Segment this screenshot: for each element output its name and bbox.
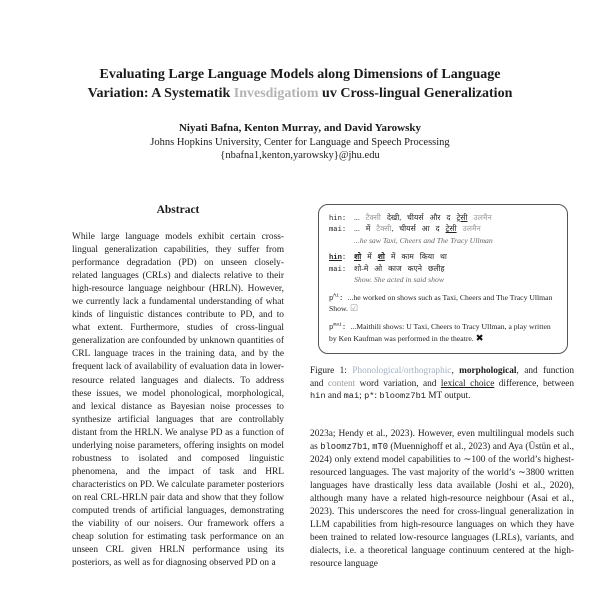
title-line2-pre: Variation: A Systematik (87, 85, 234, 101)
figure-row-text: ... टैक्सी देखी, चीयर्स और द ट्रेसी उलमैन (354, 213, 492, 222)
abstract-heading: Abstract (156, 204, 200, 216)
lang-label-hin: hin: (329, 215, 347, 223)
paper-title (45, 66, 555, 103)
lang-label-hin: hin: (329, 254, 347, 263)
figure-row-prediction-mai (329, 321, 557, 344)
figure-row-text: ... में टैक्सी, चीयर्स आ द ट्रेसी उलमैन (354, 224, 481, 234)
figure-1-box (318, 204, 568, 354)
figure-1-caption: Figure 1: Phonological/orthographic, morphological, and function and content word variation, and lexical choice difference, between hin and mai; p*: bloomz7b1 MT output. (310, 366, 574, 402)
right-column (310, 204, 574, 571)
figure-row-mai-1 (329, 224, 557, 235)
paper-title-line1: Evaluating Large Language Models along Dimensions of Language (99, 67, 501, 82)
figure-row-hin-2 (329, 252, 557, 263)
left-column (72, 204, 284, 571)
figure-row-text: शो में शो में काम किया था (354, 252, 447, 262)
lang-label-empty (329, 275, 354, 285)
email-line: {nbafna1,kenton,yarowsky}@jhu.edu (220, 149, 380, 161)
figure-row-hin-1 (329, 213, 557, 224)
introduction-paragraph: 2023a; Hendy et al., 2023). However, even multilingual models such as bloomz7b1, mT0 (Muennighoff et al., 2023) and Aya (Üstün et al., 2024) only extend model capabilities to ∼100 of the world’s highest-resourced languages. The vast majority of the world’s ∼3800 written languages have drastically less data available (Joshi et al., 2020), although many have a related high-resource neighbour (Asai et al., 2023). This underscores the need for cross-lingual generalization in LLM capabilities from high-resource languages on which they have been trained to related low-resource languages (LRLs), variants, and dialects, i.e. a theoretical language continuum centered at the high-resource language (310, 428, 575, 570)
title-line2-post: uv Cross-lingual Generalization (318, 85, 513, 101)
paper-title-line2 (45, 85, 555, 104)
lang-label-mai: mai: (329, 226, 347, 235)
figure-row-mai-2 (329, 264, 557, 275)
title-noised-word: Invesdigatiom (233, 85, 319, 101)
abstract-text: While large language models exhibit certain cross-lingual generalization capabilities, they suffer from performance degradation (PD) on unseen closely-related languages (CRLs) and dialects relative to their high-resource language neighbour (HRLN). However, we currently lack a fundamental understanding of what kinds of linguistic distances contribute to PD, and to what extent. Furthermore, studies of cross-lingual generalization are confounded by unknown quantities of CRL language traces in the training data, and by the frequent lack of availability of evaluation data in lower-resource related languages and dialects. To address these issues, we model phonological, morphological, and lexical distance as Bayesian noise processes to synthesize artificial languages that are controllably distant from the HRLN. We analyse PD as a function of underlying noise parameters, offering insights on model robustness to isolated and composed linguistic phenomena, and the impact of task and HRL characteristics on PD. We calculate parameter posteriors on real CRL-HRLN pair data and show that they follow computed trends of artificial languages, demonstrating the viability of our noisers. Our framework offers a cheap solution for estimating task performance on an unseen CRL given HRLN performance using its posteriors, as well as for diagnosing observed PD on a (72, 232, 284, 569)
lang-label-empty (329, 236, 354, 246)
figure-row-gloss-2 (329, 275, 557, 285)
lang-label-mai: mai: (329, 265, 347, 274)
figure-row-text: शो-मे ओ काज कएने छलीह (354, 263, 445, 273)
figure-row-text: Show. She acted in said show (354, 275, 444, 285)
two-column-body (0, 204, 600, 571)
figure-row-gloss-1 (329, 236, 557, 246)
figure-row-text: $p^{hi}$: ...he worked on shows such as Taxi, Cheers and The Tracy Ullman Show. ☑ (329, 293, 553, 315)
authors-line: Niyati Bafna, Kenton Murray, and David Yarowsky (178, 122, 422, 134)
figure-row-text: $p^{mai}$: ...Maithili shows: U Taxi, Cheers to Tracy Ullman, a play written by Ken Kaufman was performed in the theatre. ✖ (329, 322, 551, 344)
figure-row-prediction-hi (329, 291, 557, 314)
figure-row-text: ...he saw Taxi, Cheers and The Tracy Ullman (354, 235, 493, 245)
affiliation-line: Johns Hopkins University, Center for Language and Speech Processing (150, 137, 450, 148)
